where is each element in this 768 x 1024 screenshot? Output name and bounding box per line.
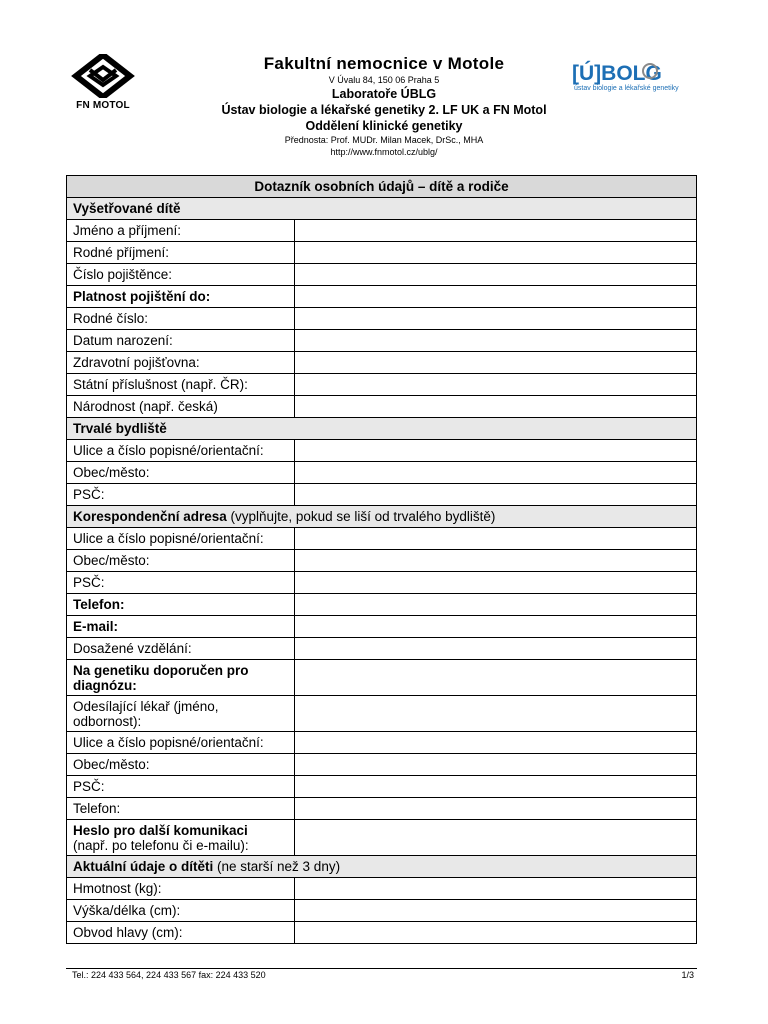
field-label: Obvod hlavy (cm): [67,922,295,944]
field-value-input[interactable] [295,732,697,754]
logo-left-text: FN MOTOL [76,100,130,111]
form-field-row [67,900,697,922]
form-field-row [67,878,697,900]
field-value-input[interactable] [295,550,697,572]
ublg-logo-mark: [Ú]BOLG [572,62,662,85]
field-value-input[interactable] [295,660,697,696]
form-field-row [67,638,697,660]
form-field-row [67,286,697,308]
section-header [67,506,697,528]
field-value-input[interactable] [295,922,697,944]
field-value-input[interactable] [295,264,697,286]
field-value-input[interactable] [295,616,697,638]
field-label: Obec/město: [67,462,295,484]
field-value-input[interactable] [295,484,697,506]
field-label-line: Na genetiku doporučen pro [73,662,249,678]
footer-divider [66,968,697,969]
field-label: Dosažené vzdělání: [67,638,295,660]
form-title-row [67,176,697,198]
field-label: PSČ: [67,776,295,798]
field-label: Jméno a příjmení: [67,220,295,242]
personal-data-form [66,175,697,944]
document-header [0,0,768,170]
field-value-input[interactable] [295,696,697,732]
field-label: Zdravotní pojišťovna: [67,352,295,374]
section-note: (vyplňujte, pokud se liší od trvalého bydliště) [226,509,496,524]
field-label: Ulice a číslo popisné/orientační: [67,528,295,550]
field-value-input[interactable] [295,594,697,616]
head-of-department: Přednosta: Prof. MUDr. Milan Macek, DrSc., MHA [284,135,484,145]
field-value-input[interactable] [295,798,697,820]
fn-motol-logo-icon [70,54,136,98]
field-label: Rodné číslo: [67,308,295,330]
field-label: Datum narození: [67,330,295,352]
form-field-row [67,462,697,484]
form-field-row [67,396,697,418]
form-field-row [67,776,697,798]
form-field-row [67,820,697,856]
form-field-row [67,616,697,638]
section-header-row [67,418,697,440]
section-header-row [67,506,697,528]
field-label: Telefon: [67,594,295,616]
form-title: Dotazník osobních údajů – dítě a rodiče [67,176,697,198]
field-value-input[interactable] [295,820,697,856]
form-field-row [67,220,697,242]
field-value-input[interactable] [295,352,697,374]
header-center [180,54,588,158]
fn-motol-logo [70,54,136,112]
form-field-row [67,264,697,286]
field-label: Hmotnost (kg): [67,878,295,900]
form-field-row [67,440,697,462]
field-value-input[interactable] [295,242,697,264]
field-value-input[interactable] [295,900,697,922]
hospital-title: Fakultní nemocnice v Motole [263,54,505,73]
field-label-line: Heslo pro další komunikaci [73,822,248,838]
field-label-line: diagnózu: [73,677,137,693]
institute-url: http://www.fnmotol.cz/ublg/ [330,147,438,157]
field-label-line: Odesílající lékař (jméno, [73,698,219,714]
field-label: Číslo pojištěnce: [67,264,295,286]
section-title: Korespondenční adresa [73,509,227,524]
field-label: Ulice a číslo popisné/orientační: [67,440,295,462]
form-field-row [67,660,697,696]
field-value-input[interactable] [295,220,697,242]
section-title: Aktuální údaje o dítěti [73,859,214,874]
form-field-row [67,330,697,352]
field-value-input[interactable] [295,572,697,594]
section-header-row [67,856,697,878]
section-header [67,856,697,878]
field-value-input[interactable] [295,462,697,484]
field-label: Obec/město: [67,754,295,776]
section-header [67,198,697,220]
form-field-row [67,484,697,506]
field-value-input[interactable] [295,330,697,352]
field-label: Telefon: [67,798,295,820]
department-name: Oddělení klinické genetiky [305,119,463,133]
section-title: Trvalé bydliště [73,421,167,436]
field-value-input[interactable] [295,638,697,660]
form-field-row [67,572,697,594]
field-value-input[interactable] [295,440,697,462]
footer-contacts: Tel.: 224 433 564, 224 433 567 fax: 224 433 520 [72,970,266,980]
form-field-row [67,732,697,754]
field-label: Výška/délka (cm): [67,900,295,922]
form-field-row [67,594,697,616]
field-value-input[interactable] [295,776,697,798]
form-field-row [67,550,697,572]
field-label: Obec/město: [67,550,295,572]
field-label: E-mail: [67,616,295,638]
ublg-logo [570,56,700,96]
lab-name: Laboratoře ÚBLG [331,87,437,101]
field-label: Ulice a číslo popisné/orientační: [67,732,295,754]
form-field-row [67,374,697,396]
field-label-line: (např. po telefonu či e-mailu): [73,837,249,853]
field-label: Rodné příjmení: [67,242,295,264]
field-label: PSČ: [67,572,295,594]
form-field-row [67,696,697,732]
page-number: 1/3 [681,970,694,980]
section-note: (ne starší než 3 dny) [213,859,341,874]
form-field-row [67,242,697,264]
field-label [67,820,295,856]
ublg-logo-subtitle: ústav biologie a lékařské genetiky [574,85,679,92]
form-field-row [67,922,697,944]
field-label: PSČ: [67,484,295,506]
section-header-row [67,198,697,220]
field-label-line: odbornost): [73,713,142,729]
section-header [67,418,697,440]
institute-name: Ústav biologie a lékařské genetiky 2. LF UK a FN Motol [221,103,547,117]
ublg-logo-icon [570,56,700,96]
form-field-row [67,754,697,776]
field-label: Národnost (např. česká) [67,396,295,418]
field-value-input[interactable] [295,374,697,396]
field-value-input[interactable] [295,396,697,418]
section-title: Vyšetřované dítě [73,201,181,216]
field-value-input[interactable] [295,754,697,776]
hospital-address: V Úvalu 84, 150 06 Praha 5 [328,75,440,85]
field-value-input[interactable] [295,308,697,330]
form-field-row [67,352,697,374]
field-label [67,660,295,696]
field-label: Státní příslušnost (např. ČR): [67,374,295,396]
field-label [67,696,295,732]
field-value-input[interactable] [295,528,697,550]
field-value-input[interactable] [295,878,697,900]
form-field-row [67,528,697,550]
field-value-input[interactable] [295,286,697,308]
form-field-row [67,308,697,330]
field-label: Platnost pojištění do: [67,286,295,308]
form-field-row [67,798,697,820]
